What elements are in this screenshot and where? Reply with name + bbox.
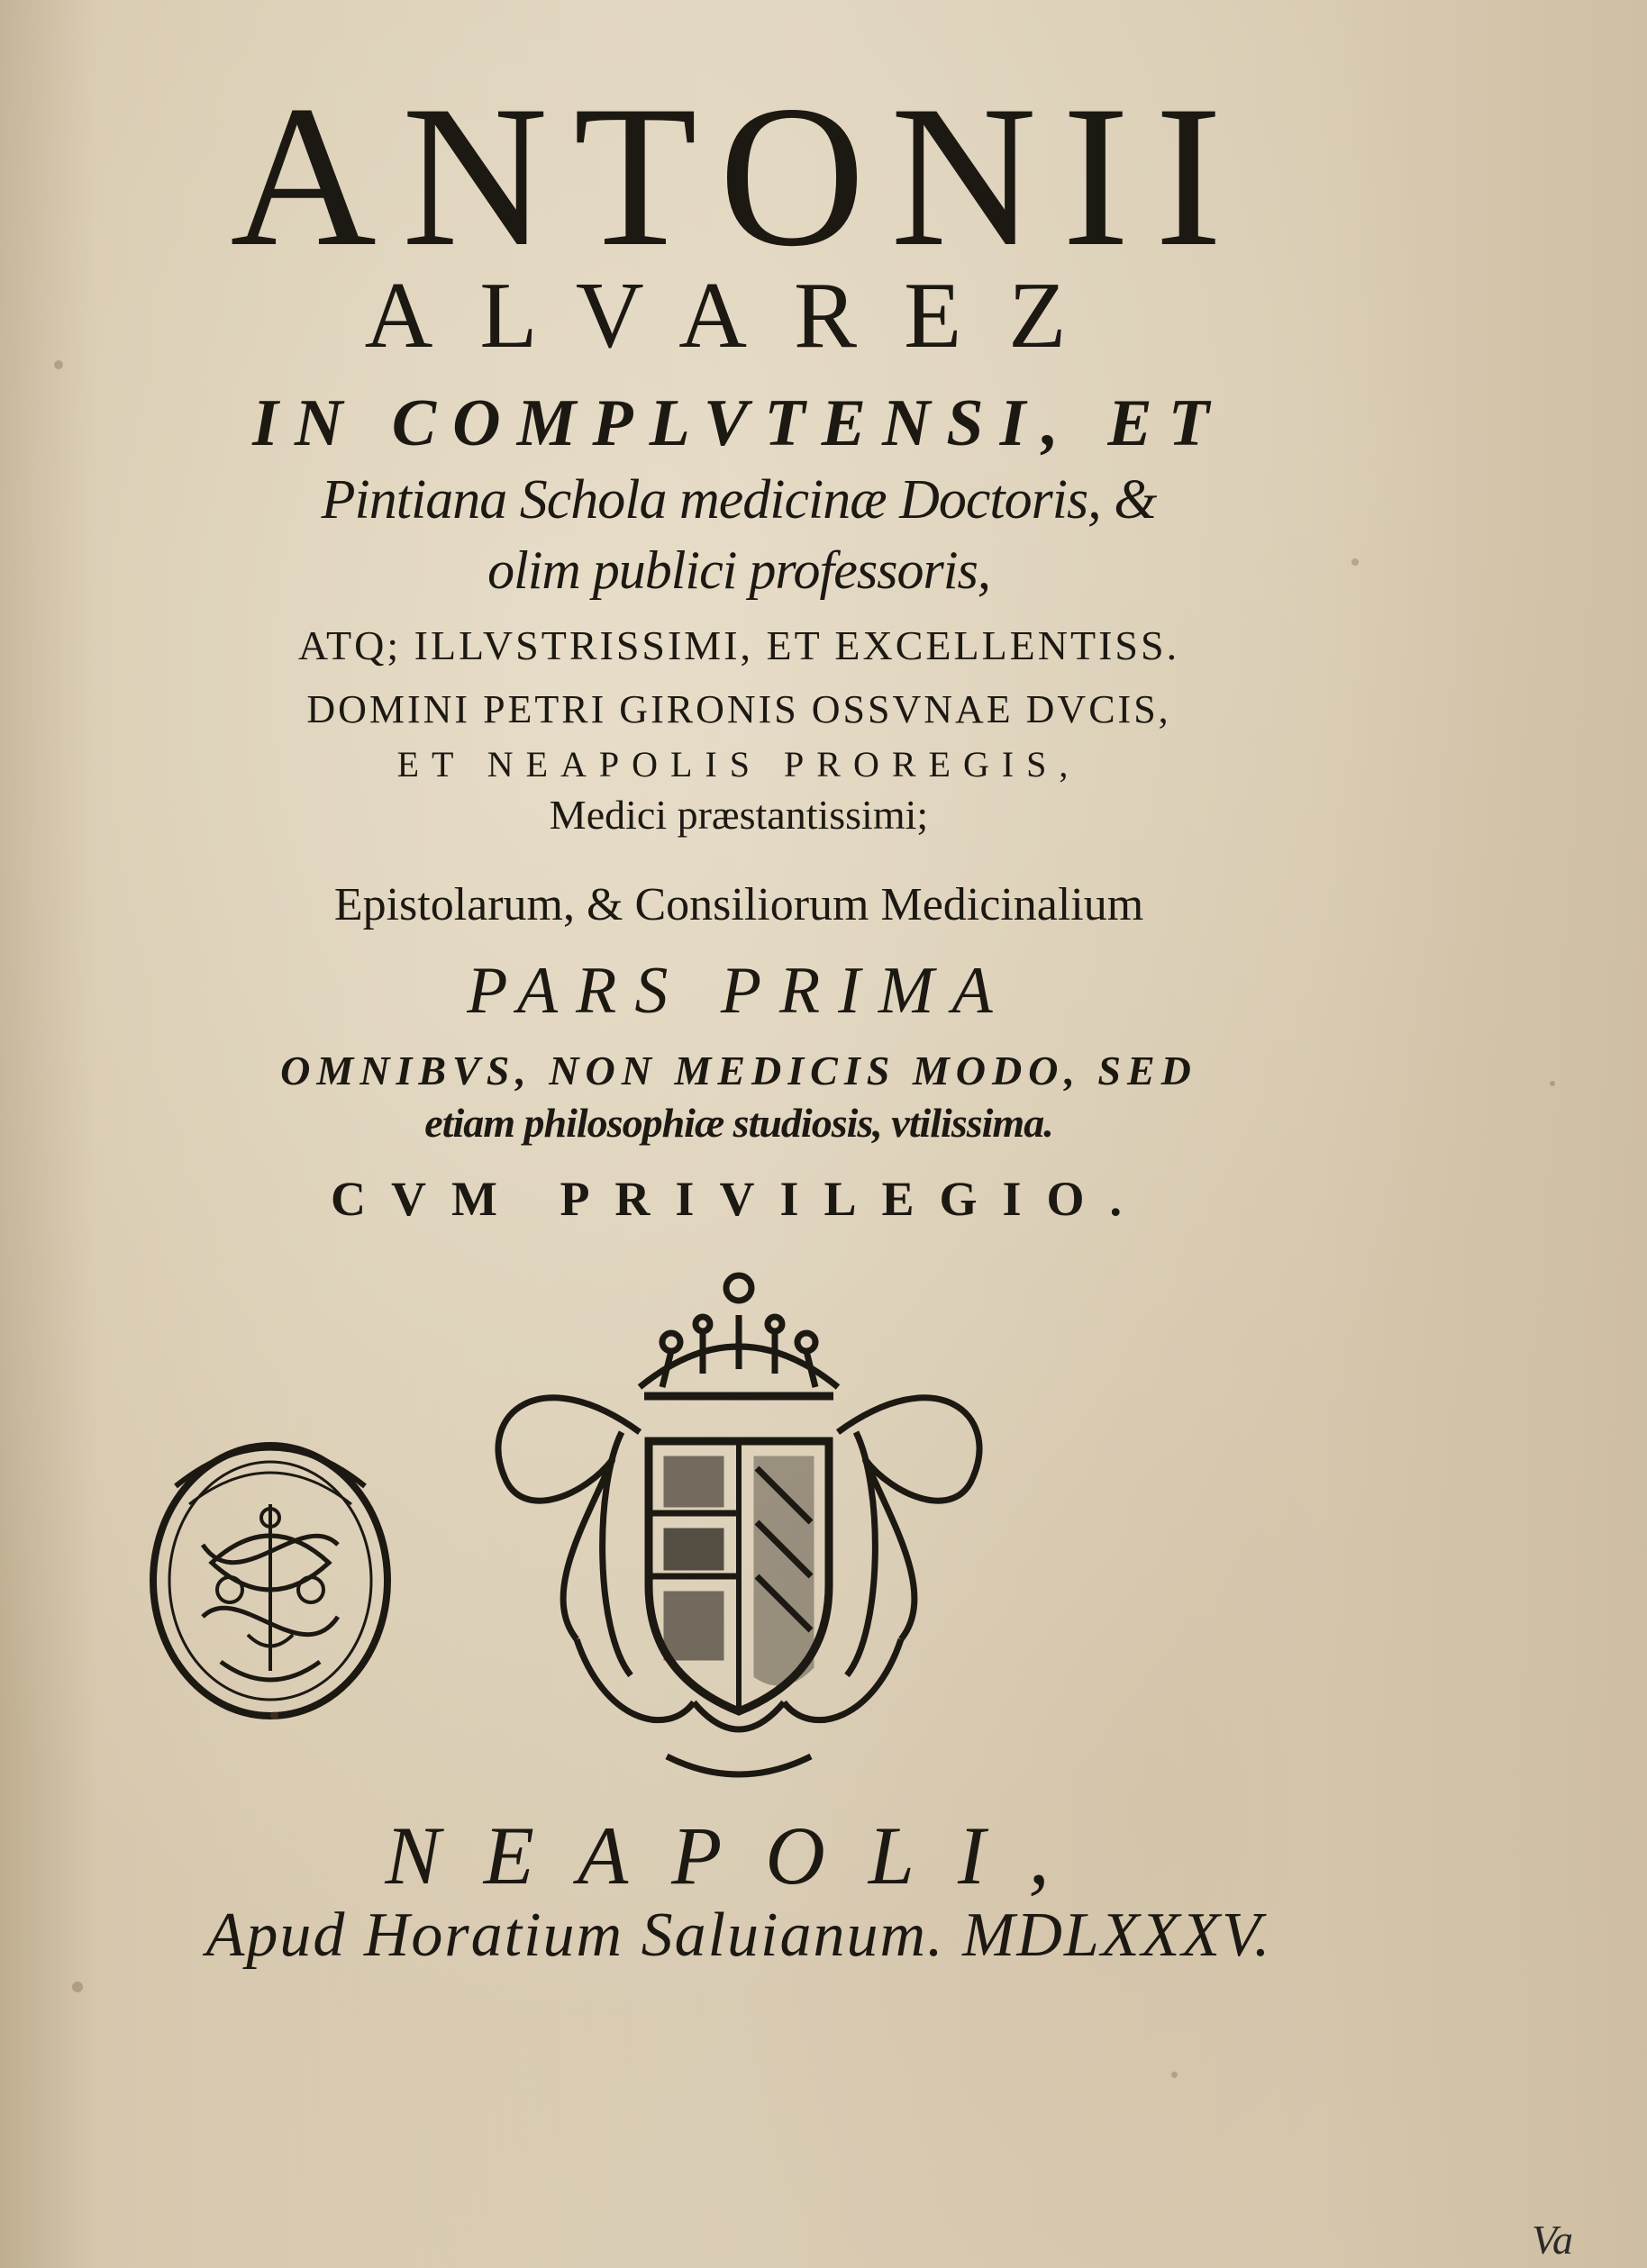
paper-speck (1171, 2072, 1178, 2078)
paper-speck (1351, 558, 1359, 566)
coat-of-arms-icon (487, 1252, 991, 1783)
imprint-place: NEAPOLI, (385, 1810, 1093, 1901)
patron-line-4: Medici præstantissimi; (549, 792, 929, 838)
affiliation-line-2: Pintiana Schola medicinæ Doctoris, & (321, 469, 1157, 531)
patron-line-1: ATQ; ILLVSTRISSIMI, ET EXCELLENTISS. (297, 622, 1180, 668)
library-stamp-icon (140, 1401, 401, 1725)
author-surname: ALVAREZ (364, 262, 1114, 367)
marginal-annotation: Va (1532, 2217, 1573, 2263)
privilege-line: CVM PRIVILEGIO. (330, 1172, 1148, 1226)
work-title: Epistolarum, & Consiliorum Medicinalium (333, 879, 1144, 930)
patron-line-2: DOMINI PETRI GIRONIS OSSVNAE DVCIS, (306, 687, 1171, 731)
affiliation-line-3: olim publici professoris, (487, 540, 990, 600)
paper-speck (54, 360, 63, 369)
imprint-publisher-year: Apud Horatium Saluianum. MDLXXXV. (205, 1901, 1272, 1970)
author-forename: ANTONII (230, 63, 1248, 288)
paper-speck (270, 1711, 278, 1719)
paper-speck (1550, 1081, 1555, 1086)
affiliation-line-1: IN COMPLVTENSI, ET (252, 386, 1225, 460)
dedication-line-2: etiam philosophiæ studiosis, vtilissima. (424, 1100, 1053, 1146)
paper-speck (72, 1982, 83, 1992)
part-title: PARS PRIMA (467, 954, 1011, 1028)
dedication-line-1: OMNIBVS, NON MEDICIS MODO, SED (280, 1048, 1197, 1093)
patron-line-3: ET NEAPOLIS PROREGIS, (396, 744, 1081, 785)
